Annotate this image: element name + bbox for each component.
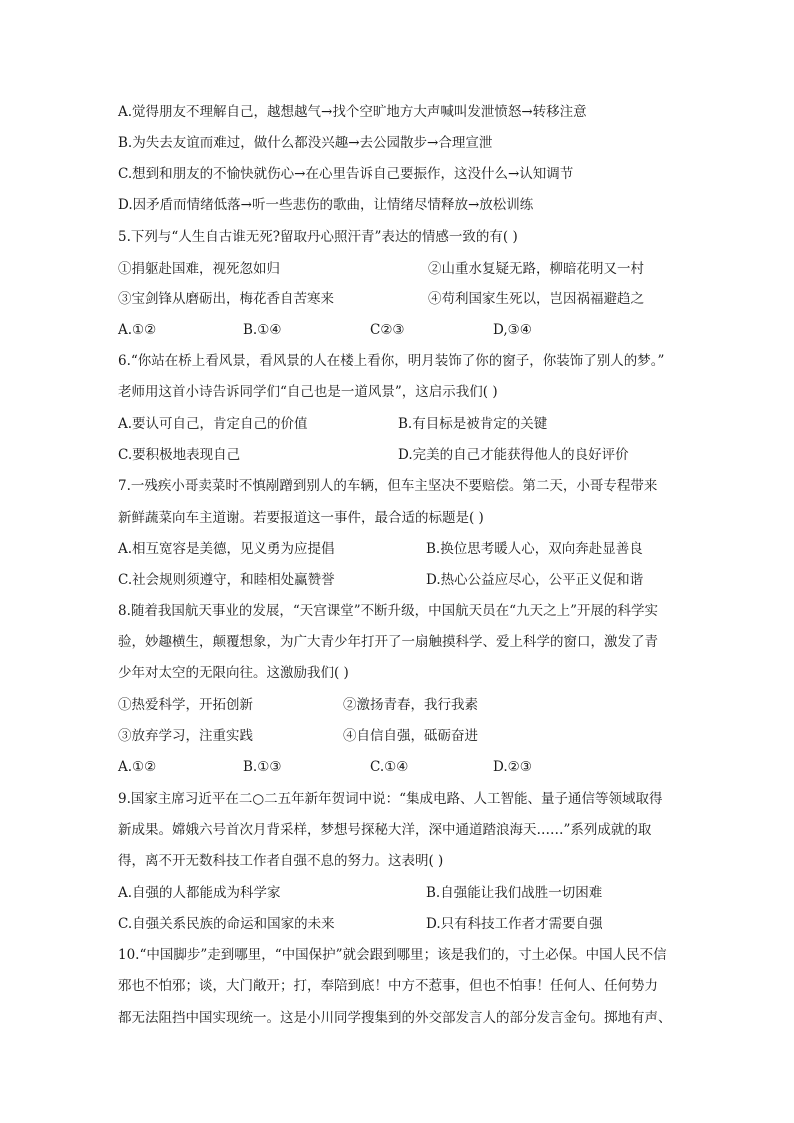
q5-item-3: ③宝剑锋从磨砺出，梅花香自苦寒来 — [118, 291, 334, 307]
q5-item-2: ②山重水复疑无路，柳暗花明又一村 — [428, 261, 644, 277]
q9-option-d: D.只有科技工作者才需要自强 — [426, 916, 603, 932]
q5-item-4: ④苟利国家生死以，岂因祸福避趋之 — [428, 291, 644, 307]
q5-option-b: B.①④ — [243, 322, 282, 338]
q9-stem-line-2: 新成果。嫦娥六号首次月背采样，梦想号探秘大洋，深中通道踏浪海天……”系列成就的取 — [118, 822, 652, 838]
q6-option-d: D.完美的自己才能获得他人的良好评价 — [398, 447, 629, 463]
q8-stem-line-1: 8.随着我国航天事业的发展，“天宫课堂”不断升级，中国航天员在“九天之上”开展的科学实 — [118, 603, 658, 619]
q8-option-d: D.②③ — [493, 759, 532, 775]
q8-option-c: C.①④ — [370, 759, 409, 775]
q5-item-1: ①捐躯赴国难，视死忽如归 — [118, 261, 280, 277]
q7-stem-line-2: 新鲜蔬菜向车主道谢。若要报道这一事件，最合适的标题是( ) — [118, 510, 484, 526]
q8-item-4: ④自信自强，砥砺奋进 — [343, 728, 478, 744]
q10-stem-line-2: 邪也不怕邪；谈，大门敞开；打，奉陪到底！中方不惹事，但也不怕事！任何人、任何势力 — [118, 978, 658, 994]
q6-option-a: A.要认可自己，肯定自己的价值 — [118, 416, 308, 432]
q8-item-1: ①热爱科学，开拓创新 — [118, 697, 253, 713]
q6-stem-line-2: 老师用这首小诗告诉同学们“自己也是一道风景”，这启示我们( ) — [118, 384, 498, 400]
q7-stem-line-1: 7.一残疾小哥卖菜时不慎剐蹭到别人的车辆，但车主坚决不要赔偿。第二天，小哥专程带来 — [118, 478, 658, 494]
q4-option-b: B.为失去友谊而难过，做什么都没兴趣→去公园散步→合理宣泄 — [118, 135, 493, 151]
q4-option-d: D.因矛盾而情绪低落→听一些悲伤的歌曲，让情绪尽情释放→放松训练 — [118, 197, 534, 213]
q9-option-b: B.自强能让我们战胜一切困难 — [426, 885, 603, 901]
q7-option-c: C.社会规则须遵守，和睦相处赢赞誉 — [118, 572, 335, 588]
q8-stem-line-2: 验，妙趣横生，颠覆想象，为广大青少年打开了一扇触摸科学、爱上科学的窗口，激发了青 — [118, 634, 658, 650]
q7-option-b: B.换位思考暖人心，双向奔赴显善良 — [426, 541, 643, 557]
q4-option-a: A.觉得朋友不理解自己，越想越气→找个空旷地方大声喊叫发泄愤怒→转移注意 — [118, 104, 587, 120]
q9-option-c: C.自强关系民族的命运和国家的未来 — [118, 916, 335, 932]
q7-option-d: D.热心公益应尽心，公平正义促和谐 — [426, 572, 644, 588]
q9-stem-line-1: 9.国家主席习近平在二○二五年新年贺词中说：“集成电路、人工智能、量子通信等领域取得 — [118, 791, 663, 807]
q8-option-b: B.①③ — [243, 759, 282, 775]
q5-option-d: D,③④ — [493, 322, 532, 338]
q10-stem-line-3: 都无法阻挡中国实现统一。这是小川同学搜集到的外交部发言人的部分发言金句。掷地有声、 — [118, 1010, 672, 1026]
q9-option-a: A.自强的人都能成为科学家 — [118, 885, 281, 901]
q6-option-b: B.有目标是被肯定的关键 — [398, 416, 548, 432]
q8-item-2: ②激扬青春，我行我素 — [343, 697, 478, 713]
q6-stem-line-1: 6.“你站在桥上看风景，看风景的人在楼上看你，明月装饰了你的窗子，你装饰了别人的梦。” — [118, 353, 665, 369]
q8-stem-line-3: 少年对太空的无限向往。这激励我们( ) — [118, 665, 349, 681]
q5-option-a: A.①② — [118, 322, 157, 338]
q8-option-a: A.①② — [118, 759, 157, 775]
q6-option-c: C.要积极地表现自己 — [118, 447, 241, 463]
q10-stem-line-1: 10.“中国脚步”走到哪里，“中国保护”就会跟到哪里；该是我们的，寸土必保。中国人民不信 — [118, 947, 667, 963]
q7-option-a: A.相互宽容是美德，见义勇为应提倡 — [118, 541, 335, 557]
q5-option-c: C②③ — [370, 322, 405, 338]
q5-stem: 5.下列与“人生自古谁无死?留取丹心照汗青”表达的情感一致的有( ) — [118, 229, 518, 245]
q4-option-c: C.想到和朋友的不愉快就伤心→在心里告诉自己要振作，这没什么→认知调节 — [118, 166, 574, 182]
q9-stem-line-3: 得，离不开无数科技工作者自强不息的努力。这表明( ) — [118, 853, 444, 869]
q8-item-3: ③放弃学习，注重实践 — [118, 728, 253, 744]
